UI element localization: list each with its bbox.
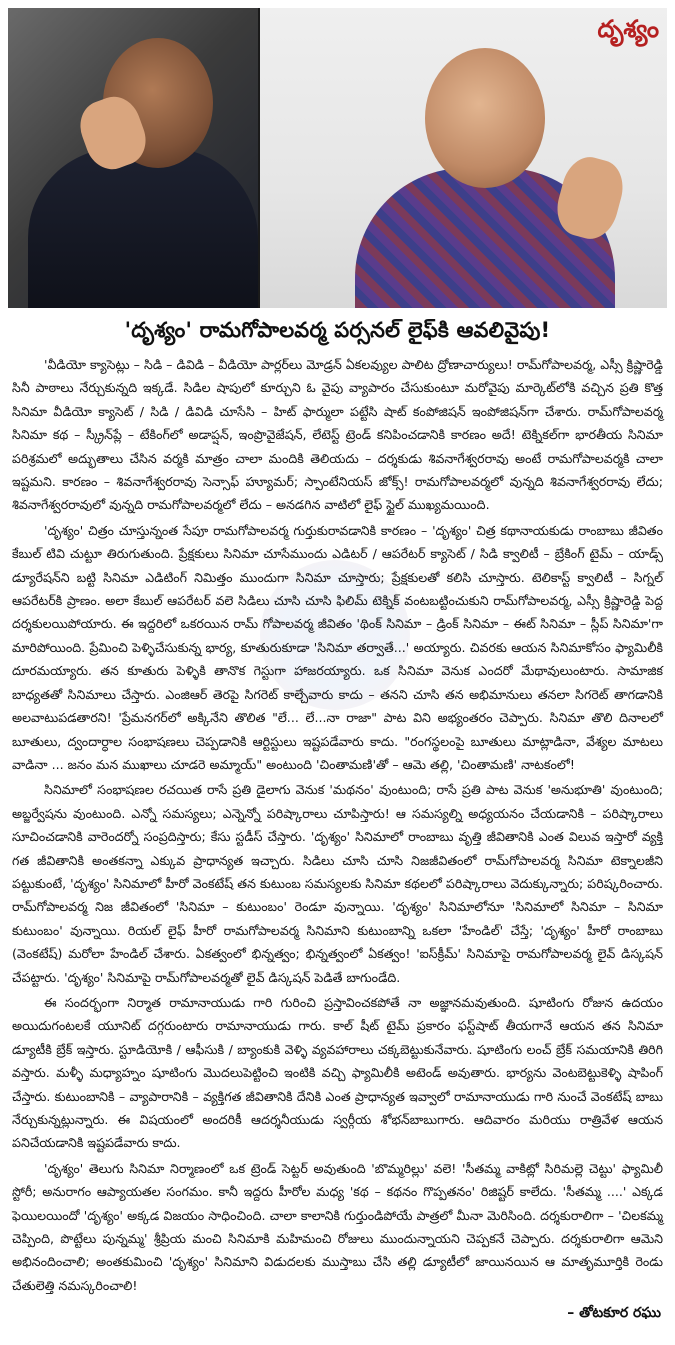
brand-logo: దృశ్యం bbox=[597, 14, 659, 43]
article-headline: 'దృశ్యం' రామగోపాలవర్మ పర్సనల్ లైఫ్‌కి ఆవలివైపు! bbox=[124, 318, 551, 342]
director-photo bbox=[8, 8, 258, 308]
actor-photo bbox=[260, 8, 667, 308]
director-figure bbox=[28, 148, 258, 308]
author-byline: – తోటకూర రఘు bbox=[567, 1305, 661, 1321]
paragraph: సినిమాలో సంభాషణల రచయిత రాసే ప్రతి డైలాగు వెనుక 'మథనం' వుంటుంది; రాసే ప్రతి పాట వెనుక 'అనుభూతి' వుంటుంది; అబ్జర్వేషను వుంటుంది. ఎన్నో సమస్యలు; ఎన్నెన్నో పరిష్కారాలు చూపిస్తారు! ఆ సమస్యల్ని అధ్యయనం చేయడానికి – పరిష్కారాలు సూచించడానికి వారెందర్నో సంప్రదిస్తారు; కేసు స్టడీస్ చేస్తారు. 'దృశ్యం' సినిమాలో రాంబాబు వృత్తి జీవితానికి ఎంత విలువ ఇస్తారో వ్యక్తి గత జీవితానికి అంతకన్నా ఎక్కువ ప్రాధాన్యత ఇచ్చారు. సిడిలు చూసి చూసి నిజజీవితంలో రామ్‌గోపాలవర్మ సినిమా టెక్నాలజీని పట్టుకుంటే, 'దృశ్యం' సినిమాలో హీరో వెంకటేష్ తన కుటుంబ సమస్యలకు సినిమా కథలలో పరిష్కారాలు వెదుక్కున్నారు; పరిష్కరించారు. రామ్‌గోపాలవర్మ నిజ జీవితంలో 'సినిమా – కుటుంబం' రెండూ వున్నాయి. 'దృశ్యం' సినిమాలోనూ 'సినిమాలో సినిమా – సినిమా కుటుంబం' వున్నాయి. రియల్ లైఫ్ హీరో రామగోపాలవర్మ సినిమాని కుటుంబాన్ని ఒకలా 'హేండిల్' చేస్తే; 'దృశ్యం' హీరో రాంబాబు (వెంకటేష్) మరోలా హేండిల్ చేశారు. ఏకత్వంలో భిన్నత్వం; భిన్నత్వంలో ఏకత్వం! 'ఐస్‌క్రీమ్' సినిమాపై రామగోపాలవర్మ లైవ్ డిస్కషన్ చేపట్టారు. 'దృశ్యం' సినిమాపై రామ్‌గోపాలవర్మతో లైవ్ డిస్కషన్ పెడితే బాగుండేది. bbox=[12, 782, 663, 985]
header-photo bbox=[8, 8, 667, 308]
paragraph: 'వీడియో క్యాసెట్లు – సిడి – డివిడి – వీడియో పార్లర్‌లు మోడ్రన్ ఏకలవ్యుల పాలిట ద్రోణాచార్యులు! రామ్‌గోపాలవర్మ, ఎస్సీ క్రిష్ణారెడ్డి సినీ పాఠాలు నేర్చుకున్నది ఇక్కడే. సిడిల షాపులో కూర్చుని ఓ వైపు వ్యాపారం చేసుకుంటూ మరోవైపు మార్కెట్‌లోకి వచ్చిన ప్రతి కొత్త సినిమా వీడియో క్యాసెట్ / సిడి / డివిడి చూసేసి – హిట్ ఫార్ములా పట్టేసి షాట్ కంపోజిషన్ ఇంపోజిషన్‌గా చేశారు. రామ్‌గోపాలవర్మ సినిమా కథ – స్క్రీన్‌ప్లే – టేకింగ్‌లో అడాప్షన్, ఇంప్రొవైజేషన్, లేటెస్ట్ ట్రెండ్ కనిపించడానికి కారణం అదే! టెక్నికల్‌గా భారతీయ సినిమా పరిశ్రమలో అద్భుతాలు చేసిన వర్మకి మాత్రం చాలా మందికి తెలియదు – దర్శకుడు శివనాగేశ్వరరావు అంటే రామగోపాలవర్మకి చాలా ఇష్టమని. కారణం – శివనాగేశ్వరరావు సెన్సాఫ్ హ్యూమర్; స్పాంటేనియస్ జోక్స్! రామగోపాలవర్మలో వున్నది శివనాగేశ్వరరావు లేదు; శివనాగేశ్వరరావులో వున్నది రామగోపాలవర్మలో లేదు – అనడగిన వాటిలో లైఫ్ స్టైల్ ముఖ్యమయింది. bbox=[12, 357, 663, 513]
actor-face bbox=[425, 48, 545, 188]
paragraph: 'దృశ్యం' చిత్రం చూస్తున్నంత సేపూ రామగోపాలవర్మ గుర్తుకురావడానికి కారణం – 'దృశ్యం' చిత్ర కథానాయకుడు రాంబాబు జీవితం కేబుల్ టివి చుట్టూ తిరుగుతుంది. ప్రేక్షకులు సినిమా చూసేముందు ఎడిటర్ / ఆపరేటర్ క్యాసెట్ / సిడి క్వాలిటీ – బ్రేకింగ్ టైమ్ – యాడ్స్ డ్యూరేషన్‌ని బట్టి సినిమా ఎడిటింగ్ నిమిత్తం ముందుగా సినిమా చూస్తారు; ప్రేక్షకులతో కలిసి చూస్తారు. టెలికాస్ట్ క్వాలిటీ – సిగ్నల్ ఆపరేటర్‌కి ప్రాణం. అలా కేబుల్ ఆపరేటర్ వలె సిడిలు చూసి చూసి ఫిలిమ్ టెక్నిక్ వంటబట్టించుకుని రామ్‌గోపాలవర్మ, ఎస్సీ క్రిష్ణారెడ్డి పెద్ద దర్శకులయిపోయారు. ఈ ఇద్దరిలో ఒకరయిన రామ్ గోపాలవర్మ జీవితం 'థింక్ సినిమా – డ్రింక్ సినిమా – ఈట్ సినిమా – స్లీప్ సినిమా'గా మారిపోయింది. ప్రేమించి పెళ్ళిచేసుకున్న భార్య, కూతురుకూడా 'సినిమా తర్వాతే...' అయ్యారు. చివరకు ఆయన సినిమాకోసం ఫ్యామిలీకి దూరమయ్యారు. తన కూతురు పెళ్ళికి తానొక గెస్టుగా హాజరయ్యారు. ఒక సినిమా వెనుక ఎందరో మేథావులుంటారు. సామాజిక బాధ్యతతో సినిమాలు చేస్తారు. ఎంజిఆర్ తెరపై సిగరెట్ కాల్చేవారు కాదు – తనని చూసి తన అభిమానులు తనలా సిగరెట్ తాగడానికి అలవాటుపడతారని! 'ప్రేమనగర్‌లో అక్కినేని తొలిత "లే... లే...నా రాజా" పాట విని అభ్యంతరం చెప్పారు. సినిమా తొలి దినాలలో బూతులు, ద్వందార్ధాల సంభాషణలు చెప్పడానికి ఆర్టిస్టులు ఇష్టపడేవారు కాదు. "రంగస్థలంపై బూతులు మాట్లాడినా, వేశ్యల మాటలు వాడినా ... జనం మన ముఖాలు చూడరె అమ్మాయ్" అంటుంది 'చింతామణి'తో – ఆమె తల్లి, 'చింతామణి' నాటకంలో! bbox=[12, 522, 663, 772]
paragraph: ఈ సందర్భంగా నిర్మాత రామానాయుడు గారి గురించి ప్రస్తావించకపోతే నా అజ్ఞానమవుతుంది. షూటింగు రోజున ఉదయం అయిదుగంటలకే యూనిట్ దగ్గరుంటారు రామానాయుడు గారు. కాల్ షీట్ టైమ్ ప్రకారం ఫస్ట్‌షాట్ తీయగానే ఆయన తన సినిమా డ్యూటీకి బ్రేక్ ఇస్తారు. స్టూడియోకి / ఆఫీసుకి / బ్యాంకుకి వెళ్ళి వ్యవహారాలు చక్కబెట్టుకునేవారు. షూటింగు లంచ్ బ్రేక్ సమయానికి తిరిగి వస్తారు. మళ్ళీ మధ్యాహ్నం షూటింగు మొదలుపెట్టించి ఇంటికి వచ్చి ఫ్యామిలీకి అటెండ్ అవుతారు. భార్యను వెంటబెట్టుకెళ్ళి షాపింగ్ చేస్తారు. కుటుంబానికి – వ్యాపారానికి – వ్యక్తిగత జీవితానికి దేనికి ఎంత ప్రాధాన్యత ఇవ్వాలో రామానాయుడు గారి నుంచే వెంకటేష్ బాబు నేర్చుకున్నట్లున్నారు. ఈ విషయంలో అందరికీ ఆదర్శనీయుడు స్వర్గీయ శోభన్‌బాబుగారు. ఆదివారం మరియు రాత్రివేళ ఆయన పనిచేయడానికి ఇష్టపడేవారు కాదు. bbox=[12, 994, 664, 1151]
paragraph: 'దృశ్యం' తెలుగు సినిమా నిర్మాణంలో ఒక ట్రెండ్ సెట్టర్ అవుతుంది 'బొమ్మరిల్లు' వలె! 'సీతమ్మ వాకిట్లో సిరిమల్లె చెట్టు' ఫ్యామిలీ స్టోరీ; అనురాగం ఆప్యాయతల సంగమం. కానీ ఇద్దరు హీరోల మధ్య 'కథ – కథనం గొప్పతనం' రిజిష్టర్ కాలేదు. 'సీతమ్మ ....' ఎక్కడ ఫెయిలయిందో 'దృశ్యం' అక్కడ విజయం సాధించింది. చాలా కాలానికి గుర్తుండిపోయే పాత్రలో మీనా మెరిసింది. దర్శకురాలిగా – 'చిలకమ్మ చెప్పింది, పొట్టేలు పున్నమ్మ' శ్రీప్రియ మంచి సినిమాకి మహిమంచి రోజులు ముందున్నాయని చెప్పకనే చెప్పారు. దర్శకురాలిగా ఆమెని అభినందించాలి; అంతకుమించి 'దృశ్యం' సినిమాని విడుదలకు ముస్తాబు చేసి తల్లి డ్యూటీలో జాయినయిన ఆ మాతృమూర్తికి రెండు చేతులెత్తి నమస్కరించాలి! bbox=[12, 1160, 663, 1293]
article-body bbox=[12, 353, 663, 1299]
